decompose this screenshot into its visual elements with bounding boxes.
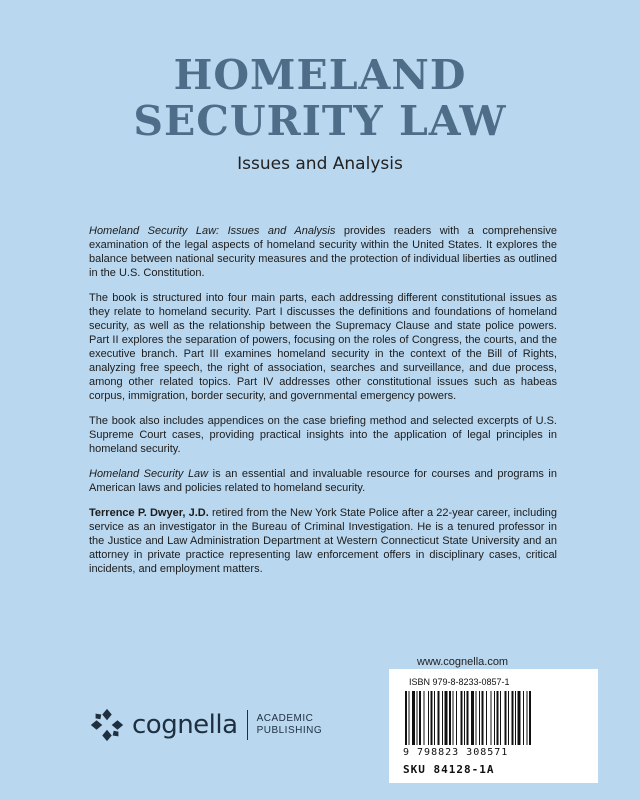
- resource-text: is an essential and invaluable resource for courses and programs in American laws and policies related to homeland security.: [89, 468, 557, 494]
- description: [89, 224, 557, 587]
- publisher-logo: [88, 706, 322, 744]
- author-name: Terrence P. Dwyer, J.D.: [89, 507, 209, 519]
- intro-title-italic: Homeland Security Law: Issues and Analysis: [89, 225, 336, 237]
- barcode-panel: [389, 669, 598, 783]
- isbn-label: ISBN 979-8-8233-0857-1: [409, 677, 510, 687]
- paragraph-appendices: The book also includes appendices on the case briefing method and selected excerpts of U.S. Supreme Court cases, providing practical insights into the application of legal principles in homeland security.: [89, 415, 557, 455]
- isbn-digits: 9 798823 308571: [403, 747, 509, 758]
- logo-divider: [247, 710, 248, 740]
- sku-code: SKU 84128-1A: [403, 763, 495, 776]
- title-line-2: SECURITY LAW: [133, 97, 507, 145]
- paragraph-structure: The book is structured into four main parts, each addressing different constitutional issues as they relate to homeland security. Part I discusses the definitions and foundations of homeland security, as well as the relationship between the Supremacy Clause and state police powers. Part II explores the separation of powers, focusing on the roles of Congress, the courts, and the executive branch. Part III examines homeland security in the context of the Bill of Rights, analyzing free speech, the right of association, searches and surveillance, and due process, among other related topics. Part IV addresses other constitutional issues such as habeas corpus, immigration, border security, and governmental emergency powers.: [89, 292, 557, 402]
- tagline-line-2: PUBLISHING: [256, 725, 323, 736]
- title-line-1: HOMELAND: [173, 51, 467, 99]
- book-subtitle: Issues and Analysis: [237, 154, 403, 174]
- paragraph-author: [89, 506, 557, 576]
- intro-text: provides readers with a comprehensive examination of the legal aspects of homeland security within the United States. It explores the balance between national security measures and the protection of individual liberties as outlined in the U.S. Constitution.: [89, 225, 557, 279]
- publisher-url[interactable]: www.cognella.com: [417, 656, 509, 668]
- cognella-mark-icon: [88, 706, 126, 744]
- tagline-line-1: ACADEMIC: [256, 713, 314, 724]
- publisher-tagline: [257, 713, 323, 737]
- resource-title-italic: Homeland Security Law: [89, 468, 209, 480]
- paragraph-resource: [89, 467, 557, 495]
- publisher-wordmark: cognella: [132, 710, 238, 740]
- barcode-image: [399, 691, 589, 747]
- paragraph-intro: [89, 224, 557, 280]
- author-bio: retired from the New York State Police after a 22-year career, including service as an investigator in the Bureau of Criminal Investigation. He is a tenured professor in the Justice and Law Administration Department at Western Connecticut State University and an attorney in private practice representing law enforcement offers in disciplinary cases, critical incidents, and employment matters.: [89, 507, 557, 575]
- book-title: [0, 52, 640, 144]
